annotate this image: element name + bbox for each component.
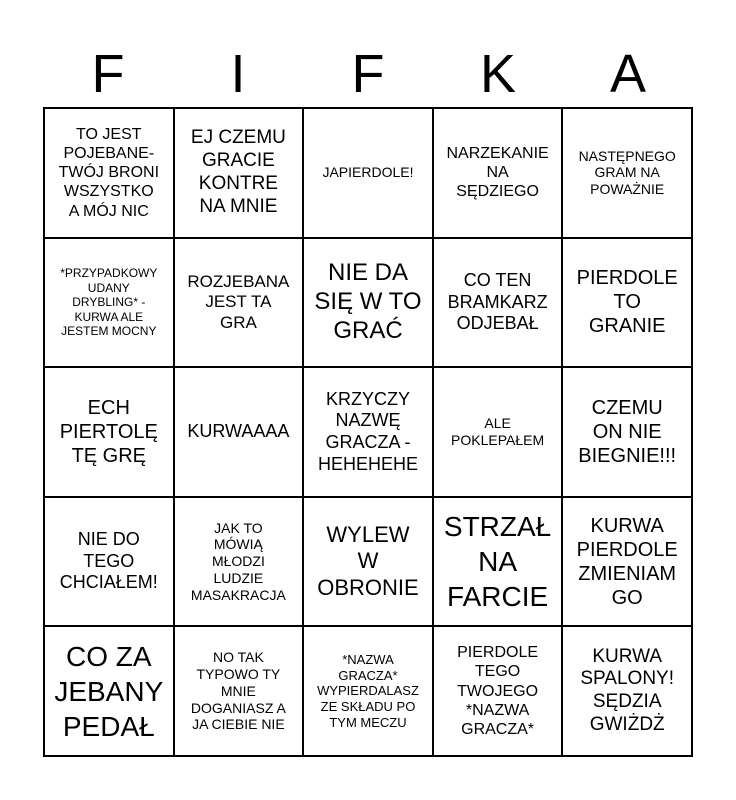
- bingo-cell: JAK TO MÓWIĄ MŁODZI LUDZIE MASAKRACJA: [174, 497, 304, 627]
- bingo-cell: CZEMU ON NIE BIEGNIE!!!: [562, 367, 692, 497]
- bingo-cell: ROZJEBANA JEST TA GRA: [174, 238, 304, 368]
- bingo-cell: JAPIERDOLE!: [303, 108, 433, 238]
- bingo-cell: *NAZWA GRACZA* WYPIERDALASZ ZE SKŁADU PO TYM MECZU: [303, 626, 433, 756]
- header-letter-k: K: [479, 44, 517, 104]
- bingo-cell: WYLEW W OBRONIE: [303, 497, 433, 627]
- bingo-cell: ECH PIERTOLĘ TĘ GRĘ: [44, 367, 174, 497]
- bingo-cell: PIERDOLE TEGO TWOJEGO *NAZWA GRACZA*: [433, 626, 563, 756]
- bingo-cell: CO TEN BRAMKARZ ODJEBAŁ: [433, 238, 563, 368]
- bingo-cell: KURWAAAA: [174, 367, 304, 497]
- bingo-cell: KURWA PIERDOLE ZMIENIAM GO: [562, 497, 692, 627]
- bingo-cell: KRZYCZY NAZWĘ GRACZA - HEHEHEHE: [303, 367, 433, 497]
- bingo-header: [43, 40, 693, 108]
- bingo-cell: PIERDOLE TO GRANIE: [562, 238, 692, 368]
- bingo-grid: [43, 107, 693, 757]
- header-letter-a: A: [609, 44, 647, 104]
- header-letter-i: I: [230, 44, 246, 104]
- bingo-cell: KURWA SPALONY! SĘDZIA GWIŻDŻ: [562, 626, 692, 756]
- bingo-cell: NO TAK TYPOWO TY MNIE DOGANIASZ A JA CIEBIE NIE: [174, 626, 304, 756]
- bingo-cell: EJ CZEMU GRACIE KONTRE NA MNIE: [174, 108, 304, 238]
- header-letter-f: F: [91, 44, 125, 104]
- bingo-cell: *PRZYPADKOWY UDANY DRYBLING* - KURWA ALE JESTEM MOCNY: [44, 238, 174, 368]
- bingo-cell: NIE DO TEGO CHCIAŁEM!: [44, 497, 174, 627]
- bingo-cell: ALE POKLEPAŁEM: [433, 367, 563, 497]
- bingo-cell: NARZEKANIE NA SĘDZIEGO: [433, 108, 563, 238]
- bingo-cell: CO ZA JEBANY PEDAŁ: [44, 626, 174, 756]
- bingo-cell: STRZAŁ NA FARCIE: [433, 497, 563, 627]
- header-letter-f2: F: [351, 44, 385, 104]
- bingo-cell: NIE DA SIĘ W TO GRAĆ: [303, 238, 433, 368]
- bingo-cell: TO JEST POJEBANE- TWÓJ BRONI WSZYSTKO A MÓJ NIC: [44, 108, 174, 238]
- bingo-cell: NASTĘPNEGO GRAM NA POWAŻNIE: [562, 108, 692, 238]
